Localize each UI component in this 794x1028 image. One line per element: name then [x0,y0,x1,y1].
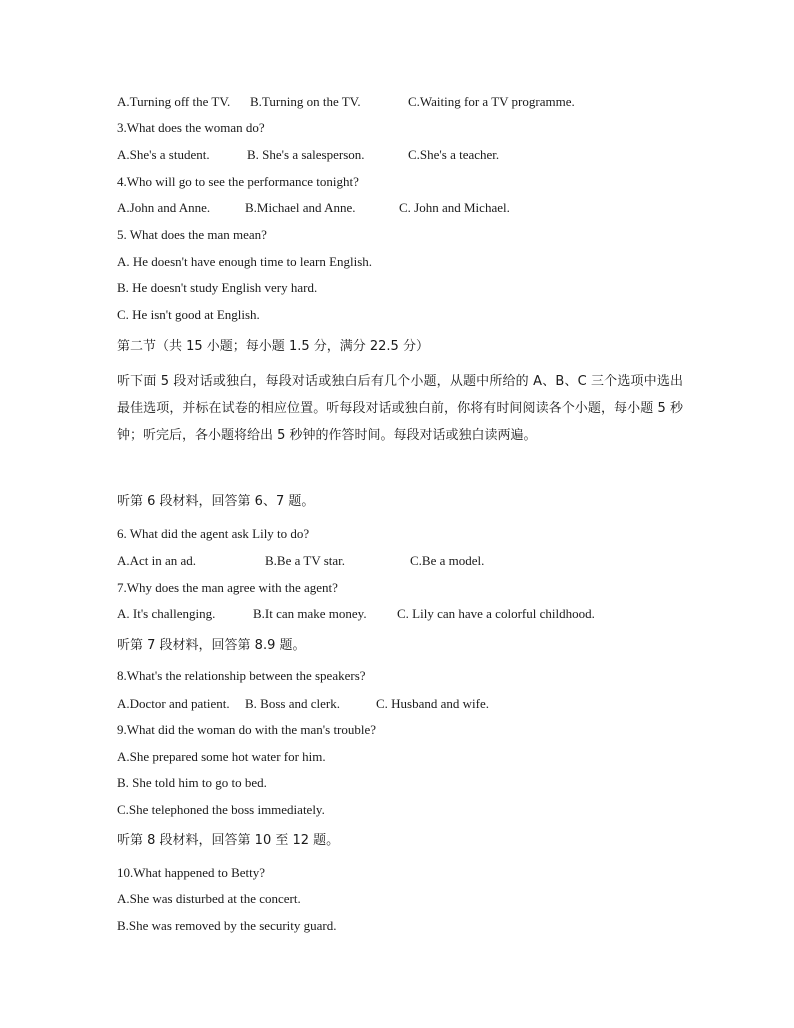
question-9: 9.What did the woman do with the man's trouble? [117,722,377,737]
material-6-heading: 听第 6 段材料，回答第 6、7 题。 [117,494,315,509]
q3-option-c: C.She's a teacher. [408,147,500,162]
q9-option-c: C.She telephoned the boss immediately. [117,802,325,817]
q5-option-b: B. He doesn't study English very hard. [117,280,318,295]
question-5: 5. What does the man mean? [117,227,267,242]
q6-option-a: A.Act in an ad. [117,553,197,568]
q6-option-b: B.Be a TV star. [265,553,346,568]
section-2-instructions: 听下面 5 段对话或独白，每段对话或独白后有几个小题，从题中所给的 A、B、C 三个选项中选出最佳选项，并标在试卷的相应位置。听每段对话或独白前，你将有时间阅读各个小题，每小题 5 秒钟；听完后，各小题将给出 5 秒钟的作答时间。每段对话或独白读两遍。 [117,374,683,443]
q8-option-c: C. Husband and wife. [376,696,490,711]
question-6: 6. What did the agent ask Lily to do? [117,526,310,541]
q4-option-a: A.John and Anne. [117,200,211,215]
material-7-heading: 听第 7 段材料，回答第 8.9 题。 [117,638,306,653]
section-2-heading: 第二节（共 15 小题；每小题 1.5 分，满分 22.5 分） [117,339,429,354]
q2-option-b: B.Turning on the TV. [250,94,361,109]
q3-option-a: A.She's a student. [117,147,210,162]
q2-option-c: C.Waiting for a TV programme. [408,94,575,109]
q4-option-c: C. John and Michael. [399,200,510,215]
q5-option-c: C. He isn't good at English. [117,307,260,322]
q5-option-a: A. He doesn't have enough time to learn English. [117,254,373,269]
question-3: 3.What does the woman do? [117,120,265,135]
q8-option-a: A.Doctor and patient. [117,696,230,711]
q7-option-b: B.It can make money. [253,606,367,621]
question-7: 7.Why does the man agree with the agent? [117,580,338,595]
q9-option-b: B. She told him to go to bed. [117,775,267,790]
q10-option-b: B.She was removed by the security guard. [117,918,337,933]
question-10: 10.What happened to Betty? [117,865,266,880]
question-8: 8.What's the relationship between the speakers? [117,668,366,683]
material-8-heading: 听第 8 段材料，回答第 10 至 12 题。 [117,833,340,848]
q9-option-a: A.She prepared some hot water for him. [117,749,326,764]
q7-option-a: A. It's challenging. [117,606,216,621]
q8-option-b: B. Boss and clerk. [245,696,340,711]
question-4: 4.Who will go to see the performance tonight? [117,174,359,189]
q3-option-b: B. She's a salesperson. [247,147,365,162]
q4-option-b: B.Michael and Anne. [245,200,356,215]
q6-option-c: C.Be a model. [410,553,485,568]
q10-option-a: A.She was disturbed at the concert. [117,891,301,906]
q7-option-c: C. Lily can have a colorful childhood. [397,606,595,621]
q2-option-a: A.Turning off the TV. [117,94,231,109]
